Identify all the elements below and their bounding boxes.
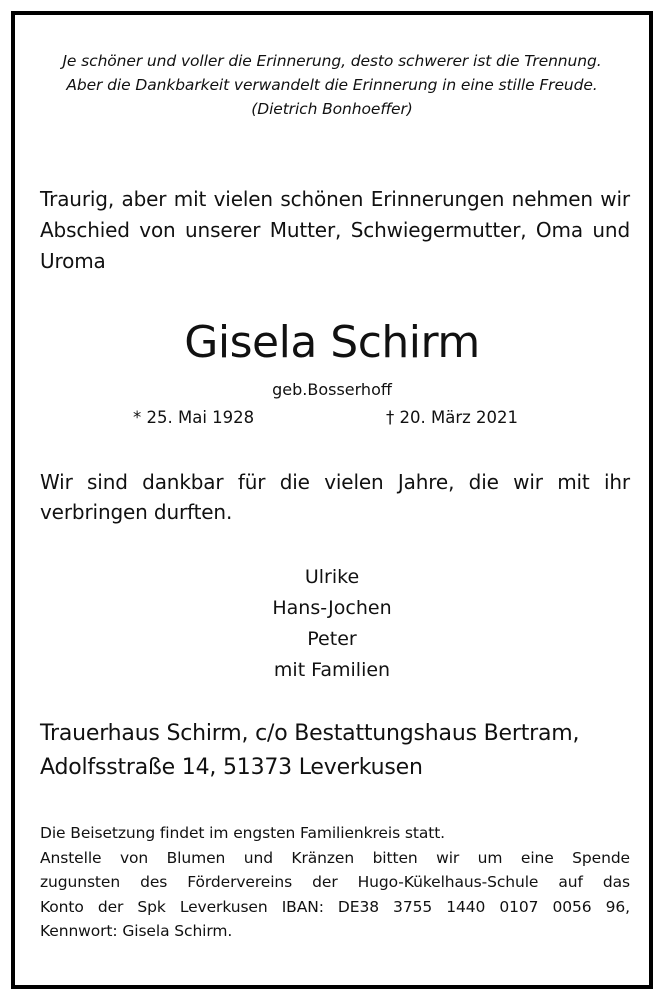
address-line: Adolfsstraße 14, 51373 Leverkusen: [40, 755, 423, 780]
funeral-notice: [40, 821, 630, 944]
mourner-name: Ulrike: [304, 566, 360, 588]
obituary-notice: [11, 11, 653, 989]
death-date: † 20. März 2021: [386, 408, 519, 427]
intro-text: Traurig, aber mit vielen schönen Erinnerungen nehmen wir Abschied von unserer Mutter, Schwiegermutter, Oma und Uroma: [40, 187, 630, 273]
birth-date: * 25. Mai 1928: [133, 408, 255, 427]
mourner-name: mit Familien: [273, 659, 391, 681]
quote-author: (Dietrich Bonhoeffer): [251, 100, 413, 118]
notice-line: Konto der Spk Leverkusen IBAN: DE38 3755 1440 0107 0056 96,: [40, 897, 630, 916]
deceased-name: Gisela Schirm: [184, 317, 480, 368]
mourner-name: Peter: [307, 628, 357, 650]
mourning-house-address: [40, 717, 579, 785]
thanks-text: Wir sind dankbar für die vielen Jahre, die wir mit ihr verbringen durften.: [40, 470, 630, 524]
birth-name: geb.Bosserhoff: [272, 380, 392, 399]
bonhoeffer-quote: [15, 49, 649, 121]
mourner-name: Hans-Jochen: [272, 597, 392, 619]
address-line: Trauerhaus Schirm, c/o Bestattungshaus Bertram,: [40, 721, 580, 746]
quote-line: Aber die Dankbarkeit verwandelt die Erinnerung in eine stille Freude.: [66, 76, 598, 94]
notice-line: Kennwort: Gisela Schirm.: [40, 922, 233, 940]
notice-line: Die Beisetzung findet im engsten Familienkreis statt.: [40, 824, 446, 842]
mourners-list: [15, 562, 649, 686]
quote-line: Je schöner und voller die Erinnerung, desto schwerer ist die Trennung.: [62, 52, 602, 70]
notice-line: zugunsten des Fördervereins der Hugo-Kükelhaus-Schule auf das: [40, 873, 630, 891]
notice-line: Anstelle von Blumen und Kränzen bitten wir um eine Spende: [40, 848, 630, 867]
